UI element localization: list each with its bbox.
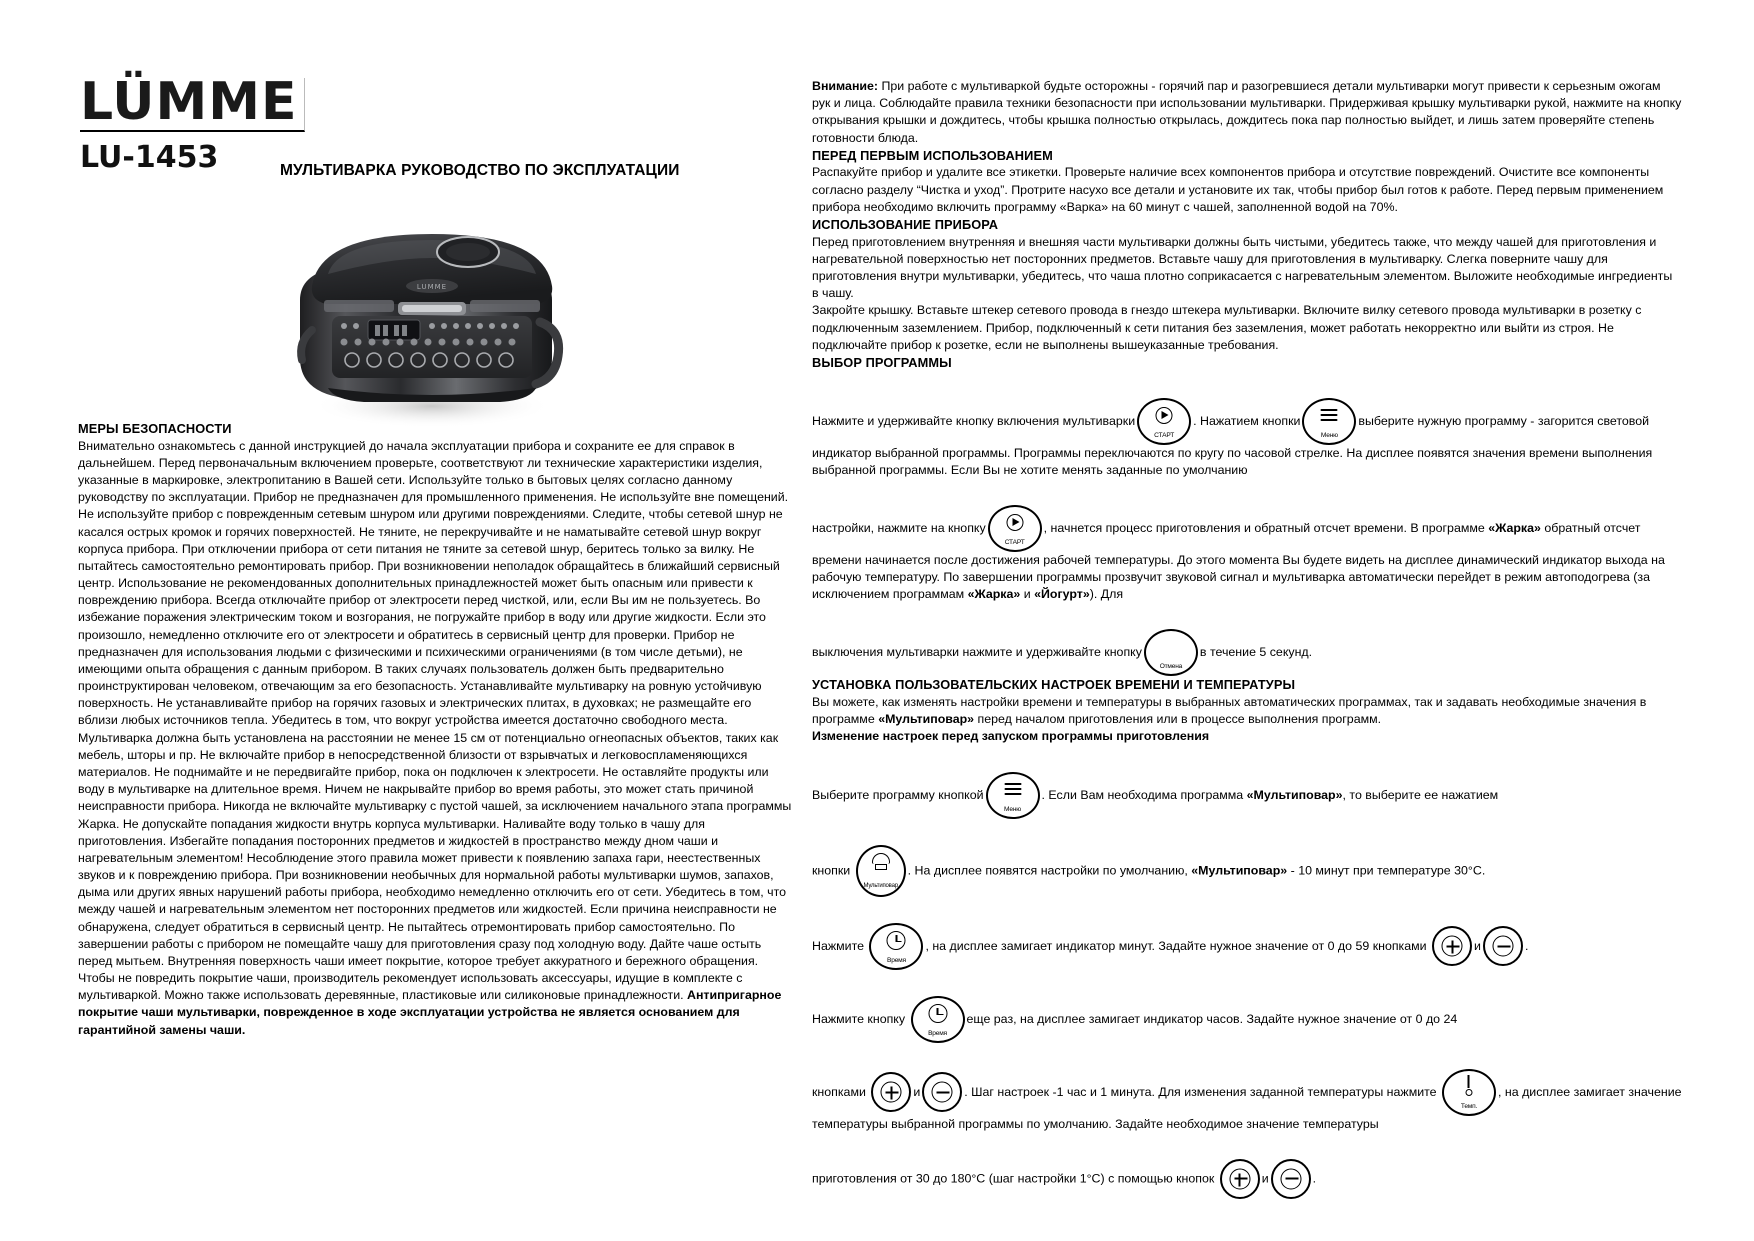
us-text-1: Вы можете, как изменять настройки времени и температуры в выбранных автоматических программах, так и задавать необходимые значения в программе bbox=[812, 695, 1647, 727]
ps-text-3: выберите нужную программу - загорится световой индикатор выбранной программы. Программы переключаются по кругу по часовой стрелке. На дисплее появятся значения времени выполнения выбранной программы. Если Вы не хотите менять заданные по умолчанию bbox=[812, 413, 1653, 477]
step4-text-b: еще раз, на дисплее замигает индикатор часов. Задайте нужное значение от 0 до 24 bbox=[966, 1011, 1458, 1026]
program-selection-paragraph-3 bbox=[812, 629, 1682, 676]
step2-text-a: кнопки bbox=[812, 862, 851, 877]
first-use-heading: ПЕРЕД ПЕРВЫМ ИСПОЛЬЗОВАНИЕМ bbox=[812, 147, 1053, 163]
multicook-button-caption: Мультиповар bbox=[863, 882, 898, 889]
menu-button-caption: Меню bbox=[1004, 805, 1022, 813]
step5-text-e: замигает значение температуры выбранной программы по умолчанию. Задайте необходимое значение температуры bbox=[812, 1084, 1682, 1131]
svg-text:LUMME: LUMME bbox=[416, 283, 448, 291]
ps-text-4: настройки, нажмите на кнопку bbox=[812, 520, 986, 535]
program-name-multicook-3: «Мультиповар» bbox=[1191, 862, 1288, 877]
plus-icon bbox=[1442, 936, 1463, 957]
right-column bbox=[812, 78, 1682, 1199]
step-4-paragraph bbox=[812, 996, 1682, 1043]
time-button-caption: Время bbox=[928, 1029, 947, 1037]
program-selection-paragraph-2 bbox=[812, 505, 1682, 604]
document-title: МУЛЬТИВАРКА РУКОВОДСТВО ПО ЭКСПЛУАТАЦИИ bbox=[280, 162, 680, 179]
minus-button-icon[interactable] bbox=[922, 1072, 962, 1112]
step2-text-c: - 10 минут при температуре 30°C. bbox=[1290, 862, 1486, 877]
step3-text-b: , на дисплее замигает индикатор минут. Задайте нужное значение от 0 до 59 кнопками bbox=[925, 938, 1427, 953]
thermometer-icon bbox=[1465, 1075, 1474, 1096]
minus-icon bbox=[932, 1082, 953, 1103]
minus-icon bbox=[1280, 1168, 1301, 1189]
ps-text-2: . Нажатием кнопки bbox=[1193, 413, 1301, 428]
step6-text-c: . bbox=[1312, 1171, 1317, 1186]
program-selection-paragraph-1 bbox=[812, 398, 1682, 479]
user-settings-heading: УСТАНОВКА ПОЛЬЗОВАТЕЛЬСКИХ НАСТРОЕК ВРЕМЕНИ И ТЕМПЕРАТУРЫ bbox=[812, 677, 1296, 693]
product-photo bbox=[272, 182, 592, 432]
brand-block bbox=[80, 72, 305, 176]
menu-button-icon[interactable] bbox=[1302, 398, 1356, 445]
warning-text: При работе с мультиваркой будьте осторожны - горячий пар и разогревшиеся детали мультиварки могут привести к серьезным ожогам рук и лица. Соблюдайте правила техники безопасности при использовании мультиварки. Придерживая крышку мультиварки рукой, нажмите на кнопку открывания крышки и дождитесь, чтобы крышка полностью открылась, дождитесь пока пар полностью выйдет, и лишь затем проверяйте степень готовности блюда. bbox=[812, 79, 1682, 145]
step-5-paragraph bbox=[812, 1069, 1682, 1133]
safety-heading: МЕРЫ БЕЗОПАСНОСТИ bbox=[78, 421, 232, 436]
plus-button-icon[interactable] bbox=[871, 1072, 911, 1112]
clock-icon bbox=[887, 931, 906, 950]
ps-text-5: , начнется процесс приготовления и обратный отсчет времени. В программе bbox=[1043, 520, 1485, 535]
clock-icon bbox=[928, 1004, 947, 1023]
program-name-multicook-1: «Мультиповар» bbox=[878, 712, 975, 727]
step3-text-c: и bbox=[1474, 938, 1481, 953]
ps-text-1: Нажмите и удерживайте кнопку включения мультиварки bbox=[812, 413, 1136, 428]
user-settings-paragraph bbox=[812, 694, 1682, 728]
minus-icon bbox=[1492, 936, 1513, 957]
temperature-button-icon[interactable] bbox=[1442, 1069, 1496, 1116]
safety-body-text: Внимательно ознакомьтесь с данной инструкцией до начала эксплуатации прибора и сохраните ее для справок в дальнейшем. Перед первоначальным включением проверьте, соответствуют ли технические характеристики изделия, указанные в маркировке, электропитанию в Вашей сети. Используйте только в бытовых целях согласно данному руководству по эксплуатации. Прибор не предназначен для промышленного применения. Не используйте вне помещений. Не используйте прибор с поврежденным сетевым шнуром или другими повреждениями. Следите, чтобы сетевой шнур не касался острых кромок и горячих поверхностей. Не тяните, не перекручивайте и не наматывайте сетевой шнур вокруг корпуса прибора. При отключении прибора от сети питания не тяните за сетевой шнур, беритесь только за вилку. Не пытайтесь самостоятельно ремонтировать прибор. При возникновении неполадок обращайтесь в ближайший сервисный центр. Использование не рекомендованных дополнительных принадлежностей может быть опасным или привести к повреждению прибора. Всегда отключайте прибор от электросети перед чисткой, или, если Вы им не пользуетесь. Во избежание поражения электрическим током и возгорания, не погружайте прибор в воду или другие жидкости. Если это произошло, немедленно отключите его от электросети и обратитесь в сервисный центр для проверки. Прибор не предназначен для использования людьми с физическими и психическими ограничениями (в том числе детьми), не имеющими опыта обращения с данным прибором. В таких случаях пользователь должен быть предварительно проинструктирован человеком, отвечающим за его безопасность. Устанавливайте мультиварку на ровную устойчивую поверхность. Не устанавливайте прибор на горячих газовых и электрических плитах, в духовках; не размещайте его вблизи любых источников тепла. Убедитесь в том, что вокруг устройства имеется достаточно свободного места. Мультиварка должна быть установлена на расстоянии не менее 15 см от потенциально огнеопасных объектов, таких как мебель, шторы и пр. Не включайте прибор в непосредственной близости от взрывчатых и легковоспламеняющихся материалов. Не поднимайте и не передвигайте прибор, пока он подключен к электросети. Не оставляйте продукты или воду в мультиварке на длительное время. Ничем не накрывайте прибор во время работы, это может стать причиной неисправности прибора. Никогда не включайте мультиварку с пустой чашей, за исключением начального этапа программы Жарка. Не допускайте попадания жидкости внутрь корпуса мультиварки. Наливайте воду только в чашу для приготовления. Избегайте попадания посторонних предметов и жидкостей в пространство между дном чаши и нагревательным элементом! Несоблюдение этого правила может привести к появлению запаха гари, неестественных звуков и к повреждению прибора. При возникновении необычных для нормальной работы мультиварки шумов, запахов, дыма или других явных нарушений работы прибора, необходимо немедленно отключить его от сети. Убедитесь в том, что между чашей и нагревательным элементом нет посторонних предметов или жидкостей. Если причина неисправности не обнаружена, следует обратиться в сервисный центр. Не пытайтесь отремонтировать прибор самостоятельно. По завершении работы с прибором не помещайте чашу для приготовления сразу под холодную воду. Дайте чаше остыть перед мытьем. Внутренняя поверхность чаши имеет покрытие, которое требует аккуратного и бережного обращения. Чтобы не повредить покрытие чаши, производитель рекомендует использовать аксессуары, идущие в комплекте с мультиваркой. Можно также использовать деревянные, пластиковые или силиконовые принадлежности. bbox=[78, 438, 792, 1003]
warning-label: Внимание: bbox=[812, 79, 879, 93]
plus-button-icon[interactable] bbox=[1220, 1159, 1260, 1199]
step5-text-a: кнопками bbox=[812, 1084, 866, 1099]
program-selection-heading: ВЫБОР ПРОГРАММЫ bbox=[812, 354, 952, 370]
ps-text-6: обратный отсчет времени начинается после достижения рабочей температуры. До этого момента Вы будете видеть на дисплее динамический индикатор выхода на рабочую температуру. По завершении программы прозвучит звуковой сигнал и мультиварка автоматически перейдет в режим автоподогрева (за исключением программам bbox=[812, 520, 1665, 602]
ps-text-8: в течение 5 секунд. bbox=[1199, 645, 1313, 660]
program-name-zharka-2: «Жарка» bbox=[967, 587, 1021, 602]
user-settings-subheading: Изменение настроек перед запуском программы приготовления bbox=[812, 729, 1210, 744]
step6-text-a: приготовления от 30 до 180°C (шаг настройки 1°C) с помощью кнопок bbox=[812, 1171, 1215, 1186]
start-button-icon[interactable] bbox=[1137, 398, 1191, 445]
step-1-paragraph bbox=[812, 772, 1682, 819]
ps-text-6e: ). Для bbox=[1089, 587, 1124, 602]
model-number: LU-1453 bbox=[80, 140, 219, 176]
step1-text-a: Выберите программу кнопкой bbox=[812, 787, 984, 802]
step3-text-a: Нажмите bbox=[812, 938, 864, 953]
warning-paragraph bbox=[812, 78, 1682, 147]
safety-body bbox=[78, 438, 792, 1039]
start-button-caption: СТАРТ bbox=[1004, 538, 1025, 546]
time-button-caption: Время bbox=[887, 956, 906, 964]
step3-text-d: . bbox=[1524, 938, 1529, 953]
usage-paragraph-1: Перед приготовлением внутренняя и внешняя части мультиварки должны быть чистыми, убедитесь также, что между чашей для приготовления и нагревательной поверхностью нет посторонних предметов. Вставьте чашу для приготовления в мультиварку. Слегка поверните чашу для приготовления внутри мультиварки, убедитесь, что чаша плотно соприкасается с нагревательным элементом. Выложите необходимые ингредиенты в чашу. bbox=[812, 234, 1673, 301]
start-button-caption: СТАРТ bbox=[1154, 431, 1175, 439]
plus-icon bbox=[881, 1082, 902, 1103]
step5-text-c: . Шаг настроек -1 час и 1 минута. Для изменения заданной температуры нажмите bbox=[964, 1084, 1437, 1099]
step6-text-b: и bbox=[1261, 1171, 1269, 1186]
usage-paragraph-2: Закройте крышку. Вставьте штекер сетевого провода в гнездо штекера мультиварки. Включите вилку сетевого провода мультиварки в розетку с подключенным заземлением. Прибор, подключенный к сети питания без заземления, может работать некорректно или выйти из строя. Не подключайте прибор к розетке, если не выполнены вышеуказанные требования. bbox=[812, 303, 1642, 352]
safety-body-bold: Антипригарное покрытие чаши мультиварки, поврежденное в ходе эксплуатации устройства не является основанием для гарантийной замены чаши. bbox=[78, 988, 782, 1037]
hamburger-icon bbox=[1004, 783, 1021, 797]
program-name-multicook-2: «Мультиповар» bbox=[1246, 787, 1343, 802]
plus-icon bbox=[1229, 1168, 1250, 1189]
left-column bbox=[78, 420, 792, 1039]
usage-heading: ИСПОЛЬЗОВАНИЕ ПРИБОРА bbox=[812, 216, 999, 232]
us-text-2: перед началом приготовления или в процессе выполнения программ. bbox=[977, 712, 1382, 727]
start-button-icon[interactable] bbox=[988, 505, 1042, 552]
temperature-button-caption: Темп. bbox=[1460, 1102, 1478, 1110]
first-use-text: Распакуйте прибор и удалите все этикетки. Проверьте наличие всех компонентов прибора и отсутствие повреждений. Очистите все компоненты согласно разделу “Чистка и уход”. Протрите насухо все детали и установите их так, чтобы прибор был готов к работе. Перед первым применением прибора необходимо включить программу «Варка» на 60 минут с чашей, заполненной водой на 70%. bbox=[812, 165, 1664, 214]
ps-text-7: выключения мультиварки нажмите и удерживайте кнопку bbox=[812, 645, 1142, 660]
step-2-paragraph bbox=[812, 845, 1682, 897]
plus-button-icon[interactable] bbox=[1432, 926, 1472, 966]
brand-logo: LÜMME bbox=[80, 78, 305, 132]
hamburger-icon bbox=[1321, 409, 1338, 423]
ps-text-6c: и bbox=[1023, 587, 1031, 602]
play-icon bbox=[1006, 514, 1023, 531]
chef-hat-icon bbox=[872, 853, 890, 870]
step4-text-a: Нажмите кнопку bbox=[812, 1011, 906, 1026]
cancel-button-icon[interactable] bbox=[1144, 629, 1198, 676]
step5-text-d: , на дисплее bbox=[1498, 1084, 1571, 1099]
minus-button-icon[interactable] bbox=[1483, 926, 1523, 966]
program-name-yogurt: «Йогурт» bbox=[1034, 587, 1090, 602]
menu-button-icon[interactable] bbox=[986, 772, 1040, 819]
minus-button-icon[interactable] bbox=[1271, 1159, 1311, 1199]
step5-text-b: и bbox=[913, 1084, 921, 1099]
program-name-zharka-1: «Жарка» bbox=[1488, 520, 1541, 535]
menu-button-caption: Меню bbox=[1320, 431, 1338, 439]
step1-text-b: . Если Вам необходима программа bbox=[1041, 787, 1244, 802]
multicooker-illustration bbox=[272, 182, 592, 432]
time-button-icon[interactable] bbox=[911, 996, 965, 1043]
time-button-icon[interactable] bbox=[869, 923, 923, 970]
multicook-button-icon[interactable] bbox=[856, 845, 906, 897]
cancel-button-caption: Отмена bbox=[1159, 663, 1183, 671]
step1-text-c: , то выберите ее нажатием bbox=[1342, 787, 1499, 802]
step-3-paragraph bbox=[812, 923, 1682, 970]
step2-text-b: . На дисплее появятся настройки по умолчанию, bbox=[907, 862, 1188, 877]
step-6-paragraph bbox=[812, 1159, 1682, 1199]
play-icon bbox=[1156, 407, 1173, 424]
